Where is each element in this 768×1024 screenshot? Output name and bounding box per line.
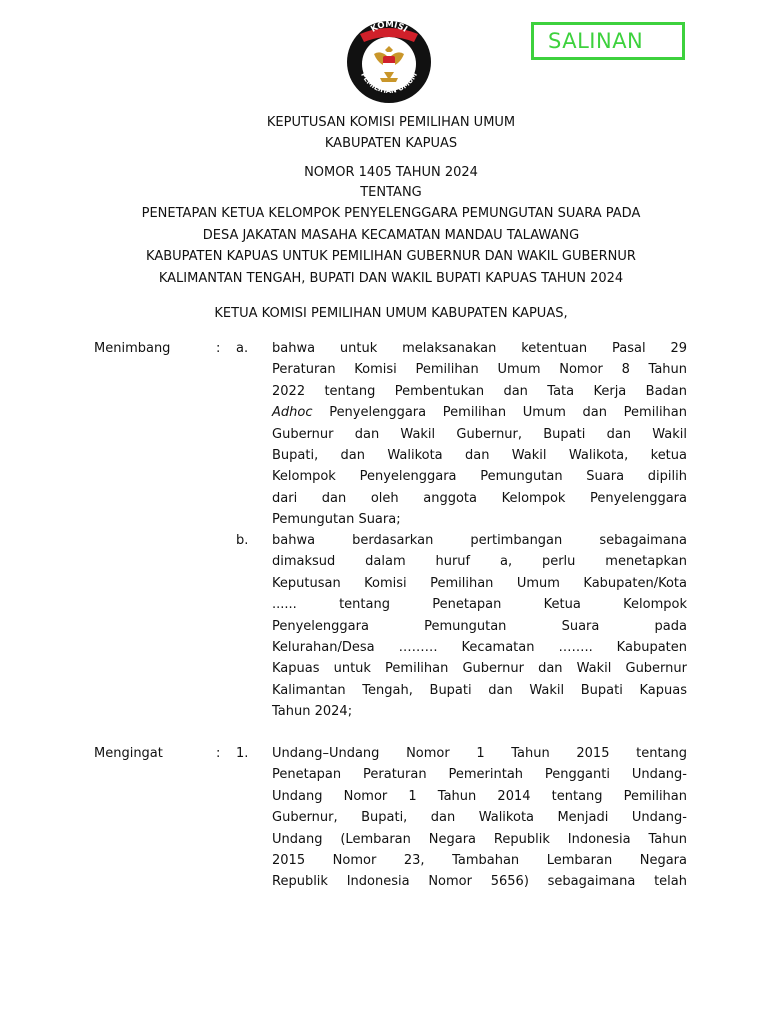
paragraph-line: Pemungutan Suara;	[272, 512, 401, 528]
paragraph-line: bahwa untuk melaksanakan ketentuan Pasal 29	[272, 341, 687, 356]
paragraph-line: Undang (Lembaran Negara Republik Indonesia Tahun	[272, 831, 687, 847]
paragraph-line: Kalimantan Tengah, Bupati dan Wakil Bupati Kapuas	[272, 682, 687, 698]
paragraph-line: Undang–Undang Nomor 1 Tahun 2015 tentang	[272, 746, 687, 761]
paragraph-line: Bupati, dan Walikota dan Wakil Walikota, ketua	[272, 447, 687, 463]
header-line-2: KABUPATEN KAPUAS	[324, 136, 458, 151]
mengingat-1-marker: 1.	[236, 746, 249, 761]
decree-title-line: DESA JAKATAN MASAHA KECAMATAN MANDAU TALAWANG	[202, 227, 580, 243]
decree-title-line: PENETAPAN KETUA KELOMPOK PENYELENGGARA PEMUNGUTAN SUARA PADA	[141, 206, 641, 221]
ketua-heading: KETUA KOMISI PEMILIHAN UMUM KABUPATEN KAPUAS,	[214, 306, 568, 321]
menimbang-colon: :	[216, 341, 221, 356]
mengingat-colon: :	[216, 746, 221, 761]
kpu-logo-emblem	[344, 20, 434, 104]
paragraph-line: dimaksud dalam huruf a, perlu menetapkan	[272, 554, 687, 570]
paragraph-line: Gubernur dan Wakil Gubernur, Bupati dan Wakil	[272, 426, 687, 442]
menimbang-label: Menimbang	[94, 341, 171, 356]
logo-ring-text: PEMILIHAN UMUM	[359, 71, 419, 96]
decree-title	[60, 203, 722, 289]
paragraph-line: Gubernur, Bupati, dan Walikota Menjadi Undang-	[272, 810, 687, 826]
menimbang-b-marker: b.	[236, 533, 249, 548]
logo-top-text: KOMISI	[369, 20, 409, 35]
paragraph-line: Penetapan Peraturan Pemerintah Pengganti Undang-	[272, 767, 687, 783]
header-line-1: KEPUTUSAN KOMISI PEMILIHAN UMUM	[266, 115, 516, 130]
paragraph-line-rest: Penyelenggara Pemilihan Umum dan Pemilihan	[329, 405, 688, 421]
paragraph-line: Peraturan Komisi Pemilihan Umum Nomor 8 Tahun	[272, 362, 687, 378]
paragraph-line: Republik Indonesia Nomor 5656) sebagaimana telah	[272, 874, 687, 890]
italic-term: Adhoc	[272, 405, 313, 421]
paragraph-line: 2022 tentang Pembentukan dan Tata Kerja Badan	[272, 383, 687, 399]
paragraph-line-with-italic	[272, 402, 687, 423]
decree-title-line: KABUPATEN KAPUAS UNTUK PEMILIHAN GUBERNUR DAN WAKIL GUBERNUR	[146, 249, 636, 264]
paragraph-line: 2015 Nomor 23, Tambahan Lembaran Negara	[272, 852, 687, 868]
menimbang-b-paragraph	[272, 530, 687, 723]
paragraph-line: bahwa berdasarkan pertimbangan sebagaimana	[272, 533, 687, 548]
decree-title-line: KALIMANTAN TENGAH, BUPATI DAN WAKIL BUPATI KAPUAS TAHUN 2024	[158, 270, 624, 286]
paragraph-line: Kelompok Penyelenggara Pemungutan Suara dipilih	[272, 469, 687, 485]
menimbang-a-marker: a.	[236, 341, 249, 356]
paragraph-line: Kelurahan/Desa ……… Kecamatan …….. Kabupaten	[272, 639, 687, 655]
decree-number: NOMOR 1405 TAHUN 2024	[304, 165, 478, 180]
paragraph-line: Penyelenggara Pemungutan Suara pada	[272, 618, 687, 634]
paragraph-line: Undang Nomor 1 Tahun 2014 tentang Pemilihan	[272, 788, 687, 804]
paragraph-line: dari dan oleh anggota Kelompok Penyelenggara	[272, 490, 687, 506]
paragraph-line: Keputusan Komisi Pemilihan Umum Kabupaten/Kota	[272, 575, 687, 591]
menimbang-a-paragraph	[272, 338, 687, 531]
paragraph-line: ...... tentang Penetapan Ketua Kelompok	[272, 597, 687, 613]
mengingat-1-paragraph	[272, 743, 687, 893]
paragraph-line: Kapuas untuk Pemilihan Gubernur dan Wakil Gubernur	[272, 661, 687, 677]
salinan-stamp: SALINAN	[531, 22, 685, 60]
mengingat-label: Mengingat	[94, 746, 163, 761]
tentang-label: TENTANG	[360, 185, 422, 200]
paragraph-line: Tahun 2024;	[272, 704, 353, 720]
